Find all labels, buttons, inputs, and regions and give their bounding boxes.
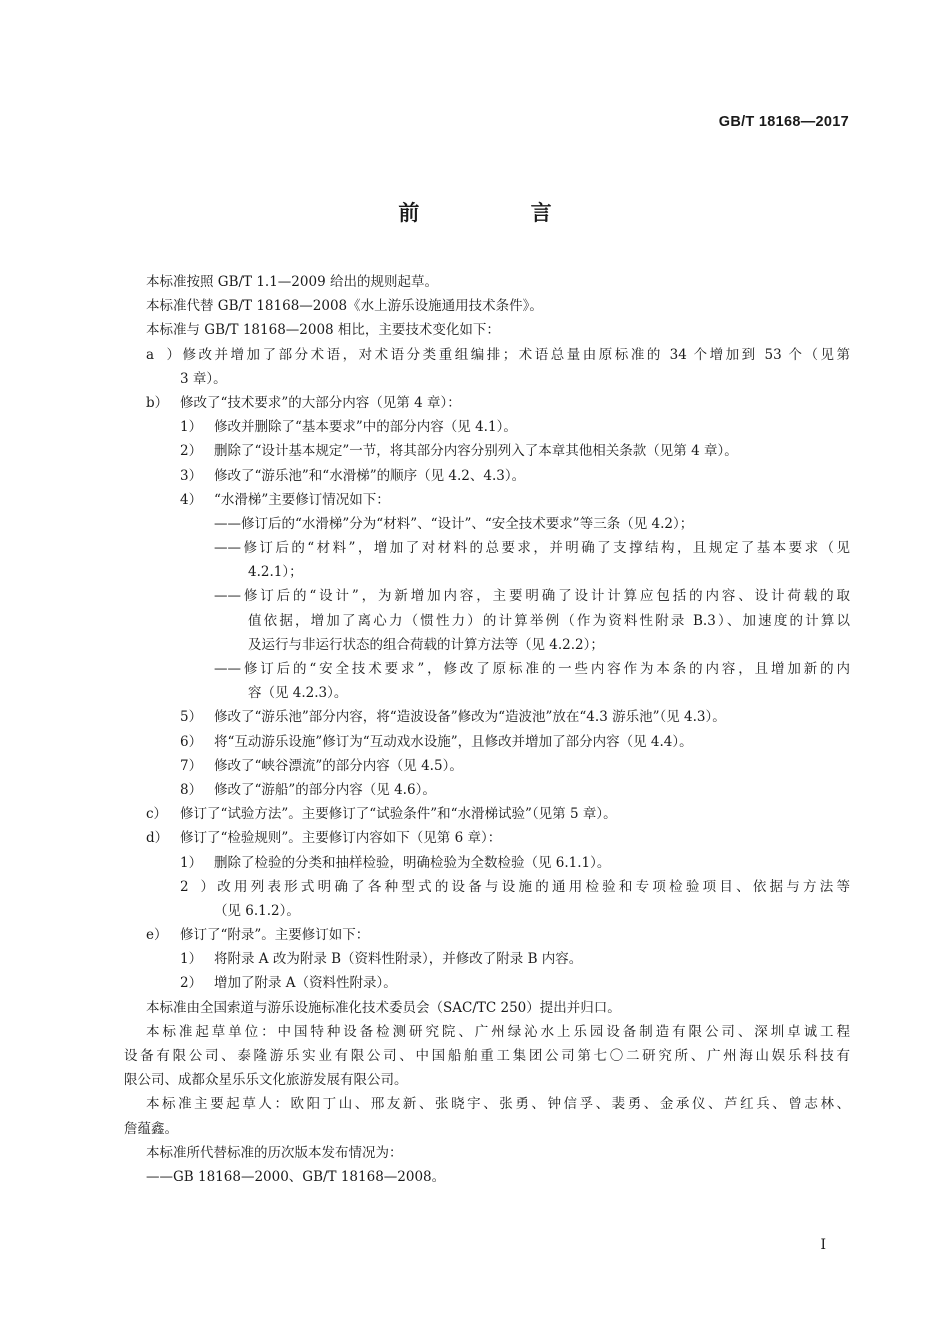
paragraph: 本标准代替 GB/T 18168—2008《水上游乐设施通用技术条件》。 bbox=[146, 298, 543, 315]
list-marker: e） bbox=[146, 927, 168, 944]
list-marker: 7） bbox=[180, 757, 203, 774]
list-text: 删除了检验的分类和抽样检验，明确检验为全数检验（见 6.1.1）。 bbox=[214, 854, 611, 871]
list-marker: c） bbox=[146, 806, 168, 823]
list-text: 修改了“技术要求”的大部分内容（见第 4 章）： bbox=[180, 394, 461, 411]
paragraph: 本标准与 GB/T 18168—2008 相比，主要技术变化如下： bbox=[146, 322, 500, 339]
list-text: 修订了“试验方法”。主要修订了“试验条件”和“水滑梯试验”（见第 5 章）。 bbox=[180, 806, 617, 823]
sub-list-item bbox=[146, 778, 850, 802]
dash-item-continuation: 值依据，增加了离心力（惯性力）的计算举例（作为资料性附录 B.3）、加速度的计算以 bbox=[248, 612, 850, 629]
list-text: 将“互动游乐设施”修订为“互动戏水设施”，且修改并增加了部分内容（见 4.4）。 bbox=[214, 733, 693, 750]
dash-item-continuation: 容（见 4.2.3）。 bbox=[248, 685, 348, 702]
list-marker: 6） bbox=[180, 733, 203, 750]
foreword-body bbox=[124, 270, 850, 1189]
dash-item: ——修订后的“材料”，增加了对材料的总要求，并明确了支撑结构，且规定了基本要求（见 bbox=[214, 540, 850, 557]
list-text: 修改了“游乐池”和“水滑梯”的顺序（见 4.2、4.3）。 bbox=[214, 467, 526, 484]
sub-list-item bbox=[146, 851, 850, 875]
list-text: 修改并删除了“基本要求”中的部分内容（见 4.1）。 bbox=[214, 419, 517, 436]
list-marker: d） bbox=[146, 830, 169, 847]
list-marker: 1） bbox=[180, 951, 203, 968]
paragraph: 本标准按照 GB/T 1.1—2009 给出的规则起草。 bbox=[146, 274, 438, 290]
paragraph: 本标准起草单位：中国特种设备检测研究院、广州绿沁水上乐园设备制造有限公司、深圳卓诚工程 bbox=[146, 1023, 850, 1040]
list-text: 改用列表形式明确了各种型式的设备与设施的通用检验和专项检验项目、依据与方法等 bbox=[214, 878, 850, 895]
list-marker: 3） bbox=[180, 467, 203, 484]
dash-item: ——修订后的“水滑梯”分为“材料”、“设计”、“安全技术要求”等三条（见 4.2）； bbox=[214, 515, 694, 532]
dash-item: ——修订后的“设计”，为新增加内容，主要明确了设计计算应包括的内容、设计荷载的取 bbox=[214, 588, 850, 605]
list-marker: 2） bbox=[180, 975, 203, 992]
sub-list-item bbox=[146, 705, 850, 729]
list-marker: 4） bbox=[180, 491, 203, 508]
list-text: 修订了“检验规则”。主要修订内容如下（见第 6 章）： bbox=[180, 830, 502, 847]
paragraph: 本标准所代替标准的历次版本发布情况为： bbox=[146, 1144, 403, 1161]
sub-list-item bbox=[146, 754, 850, 778]
list-item-d bbox=[146, 826, 850, 850]
list-marker: 1） bbox=[180, 854, 203, 871]
paragraph: ——GB 18168—2000、GB/T 18168—2008。 bbox=[146, 1168, 446, 1185]
paragraph-continuation: 詹蕴鑫。 bbox=[124, 1120, 178, 1137]
list-text: 修改了“游船”的部分内容（见 4.6）。 bbox=[214, 781, 436, 798]
sub-list-item bbox=[146, 875, 850, 899]
list-item-a bbox=[146, 343, 850, 367]
list-marker: a） bbox=[146, 346, 180, 363]
list-item-c bbox=[146, 802, 850, 826]
list-text: 修订了“附录”。主要修订如下： bbox=[180, 927, 370, 944]
list-marker: 2） bbox=[180, 878, 214, 895]
list-marker: 2） bbox=[180, 443, 203, 460]
sub-list-item bbox=[146, 730, 850, 754]
list-marker: 5） bbox=[180, 709, 203, 726]
list-item-continuation: 3 章）。 bbox=[180, 370, 227, 387]
list-text: 将附录 A 改为附录 B（资料性附录），并修改了附录 B 内容。 bbox=[214, 951, 583, 968]
paragraph-continuation: 限公司、成都众星乐乐文化旅游发展有限公司。 bbox=[124, 1072, 408, 1089]
paragraph: 本标准主要起草人：欧阳丁山、邢友新、张晓宇、张勇、钟信孚、裴勇、金承仪、芦红兵、曾志林、 bbox=[146, 1096, 850, 1113]
dash-item: ——修订后的“安全技术要求”，修改了原标准的一些内容作为本条的内容，且增加新的内 bbox=[214, 661, 850, 677]
sub-list-item bbox=[146, 464, 850, 488]
page-number: Ⅰ bbox=[820, 1237, 826, 1253]
sub-list-item bbox=[146, 439, 850, 463]
standard-code: GB/T 18168—2017 bbox=[718, 114, 849, 130]
dash-item-continuation: 及运行与非运行状态的组合荷载的计算方法等（见 4.2.2）； bbox=[248, 636, 604, 653]
list-item-e bbox=[146, 923, 850, 947]
list-text: “水滑梯”主要修订情况如下： bbox=[214, 491, 390, 508]
list-text: 修改了“游乐池”部分内容，将“造波设备”修改为“造波池”放在“4.3 游乐池”（见 4.3）。 bbox=[214, 709, 726, 726]
dash-item-continuation: 4.2.1）； bbox=[248, 564, 303, 581]
list-marker: b） bbox=[146, 394, 169, 411]
list-text: 修改了“峡谷漂流”的部分内容（见 4.5）。 bbox=[214, 757, 463, 774]
list-text: 删除了“设计基本规定”一节，将其部分内容分别列入了本章其他相关条款（见第 4 章）。 bbox=[214, 443, 738, 460]
sub-list-item bbox=[146, 415, 850, 439]
sub-list-item bbox=[146, 488, 850, 512]
sub-list-continuation: （见 6.1.2）。 bbox=[214, 902, 300, 919]
list-marker: 8） bbox=[180, 781, 203, 798]
sub-list-item bbox=[146, 947, 850, 971]
list-text: 增加了附录 A（资料性附录）。 bbox=[214, 975, 397, 992]
list-text: 修改并增加了部分术语，对术语分类重组编排；术语总量由原标准的 34 个增加到 53 个（见第 bbox=[180, 346, 850, 363]
list-item-b bbox=[146, 391, 850, 415]
paragraph: 本标准由全国索道与游乐设施标准化技术委员会（SAC/TC 250）提出并归口。 bbox=[146, 999, 621, 1016]
sub-list-item bbox=[146, 971, 850, 995]
paragraph-continuation: 设备有限公司、泰隆游乐实业有限公司、中国船舶重工集团公司第七〇二研究所、广州海山娱乐科技有 bbox=[124, 1048, 850, 1064]
page-title: 前 言 bbox=[398, 201, 604, 225]
list-marker: 1） bbox=[180, 419, 203, 436]
